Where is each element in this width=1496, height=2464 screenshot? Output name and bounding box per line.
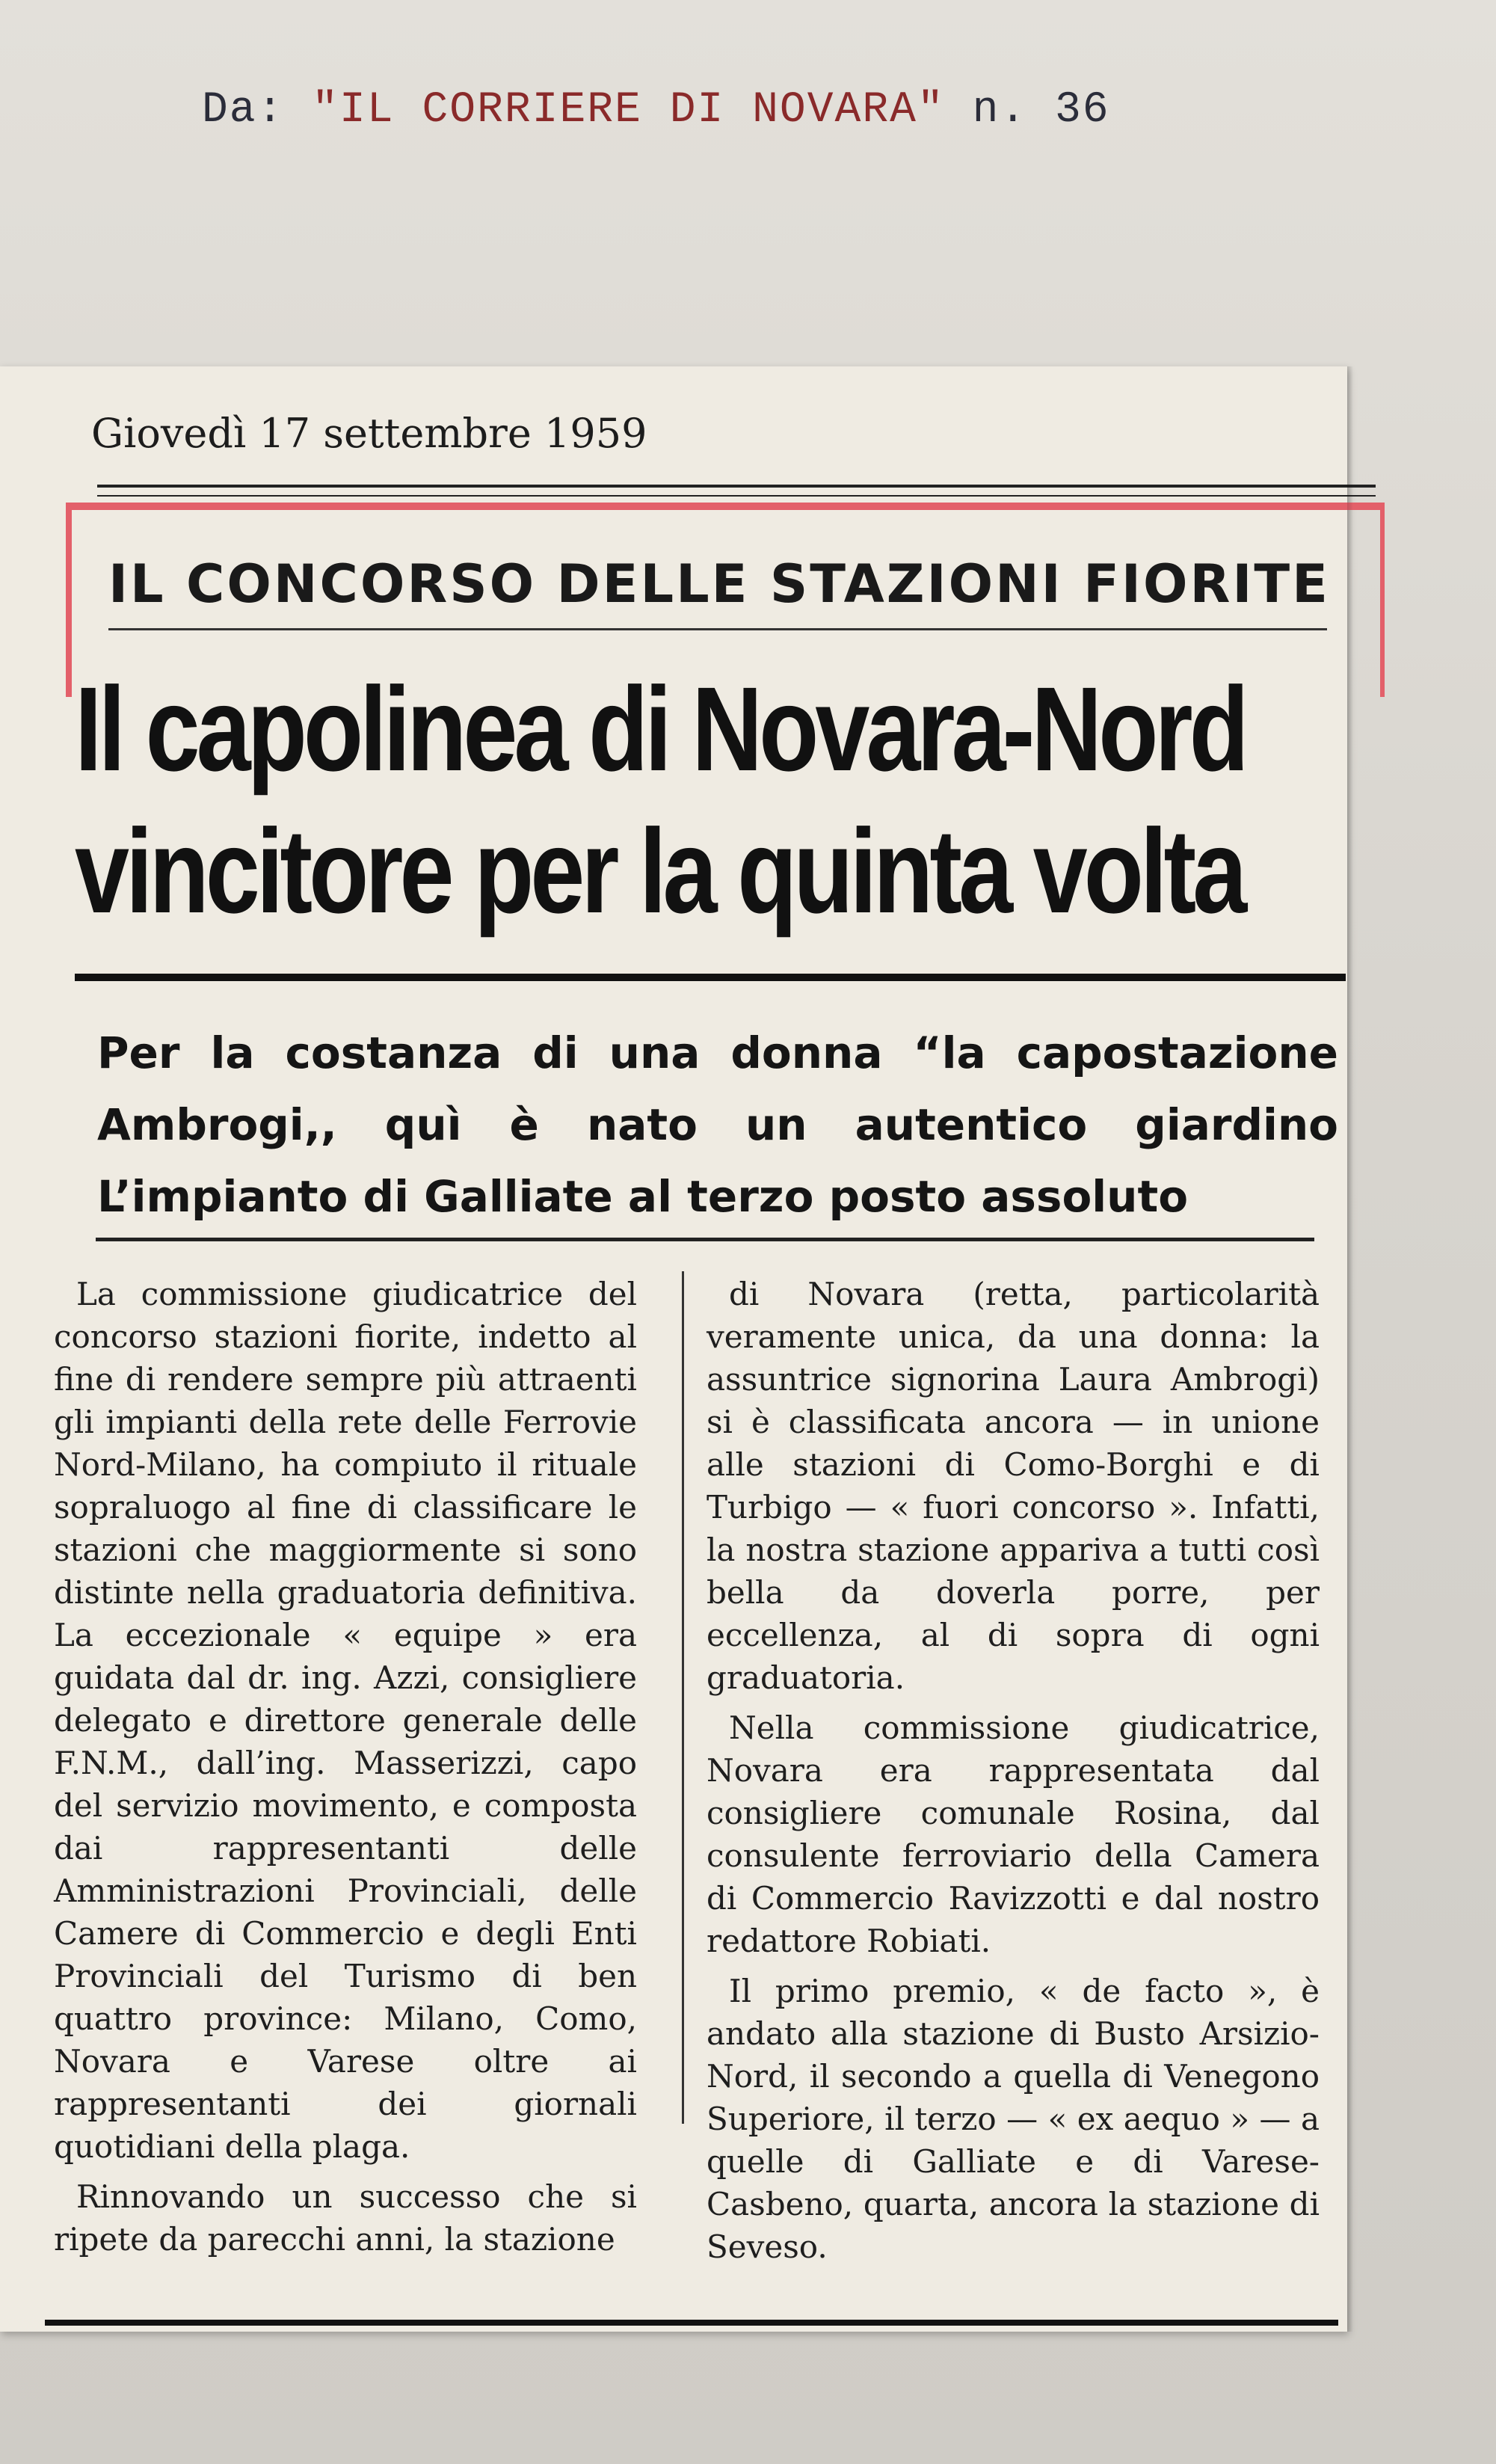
- column-divider: [682, 1271, 684, 2124]
- left-paragraph-2: Rinnovando un successo che si ripete da parecchi anni, la stazione: [54, 2178, 637, 2258]
- headline-line-2: vincitore per la quinta volta: [75, 804, 1244, 938]
- top-double-rule: [97, 485, 1376, 497]
- subheadline-rule: [96, 1238, 1314, 1241]
- newspaper-clipping: [0, 366, 1347, 2332]
- article-headline: [75, 658, 1246, 942]
- source-issue: n. 36: [972, 86, 1110, 135]
- article-column-left: [54, 1273, 637, 2268]
- headline-rule: [75, 974, 1346, 981]
- article-column-right: [707, 1273, 1320, 2276]
- source-annotation: [202, 86, 1110, 135]
- headline-line-1: Il capolinea di Novara-Nord: [75, 662, 1246, 796]
- clipping-shadow-edge: [1347, 366, 1353, 2332]
- kicker-rule: [108, 628, 1327, 630]
- article-subheadline: Per la costanza di una donna “la capostazione Ambrogi,, quì è nato un autentico giardino L’impianto di Galliate al terzo posto assoluto: [97, 1027, 1338, 1222]
- article-kicker: IL CONCORSO DELLE STAZIONI FIORITE: [108, 553, 1330, 615]
- bottom-rule: [45, 2320, 1338, 2326]
- right-paragraph-2: Nella commissione giudicatrice, Novara era rappresentata dal consigliere comunale Rosina, dal consulente ferroviario della Camera di Commercio Ravizzotti e dal nostro redattore Robiati.: [707, 1709, 1320, 1959]
- right-paragraph-3: Il primo premio, « de facto », è andato alla stazione di Busto Arsizio-Nord, il secondo a quella di Venegono Superiore, il terzo — « ex aequo » — a quelle di Galliate e di Varese-Casbeno, quarta, ancora la stazione di Seveso.: [707, 1973, 1320, 2265]
- left-paragraph-1: La commissione giudicatrice del concorso stazioni fiorite, indetto al fine di rendere sempre più attraenti gli impianti della rete delle Ferrovie Nord-Milano, ha compiuto il rituale sopraluogo al fine di classificare le stazioni che maggiormente si sono distinte nella graduatoria definitiva. La eccezionale « equipe » era guidata dal dr. ing. Azzi, consigliere delegato e direttore generale delle F.N.M., dall’ing. Masserizzi, capo del servizio movimento, e composta dai rappresentanti delle Amministrazioni Provinciali, delle Camere di Commercio e degli Enti Provinciali del Turismo di ben quattro province: Milano, Como, Novara e Varese oltre ai rappresentanti dei giornali quotidiani della plaga.: [54, 1276, 637, 2165]
- source-newspaper: "IL CORRIERE DI NOVARA": [312, 86, 945, 135]
- right-paragraph-1: di Novara (retta, particolarità veramente unica, da una donna: la assuntrice signorina Laura Ambrogi) si è classificata ancora — in unione alle stazioni di Como-Borghi e di Turbigo — « fuori concorso ». Infatti, la nostra stazione appariva a tutti così bella da doverla porre, per eccellenza, al di sopra di ogni graduatoria.: [707, 1276, 1320, 1696]
- source-prefix: Da:: [202, 86, 285, 135]
- article-date: Giovedì 17 settembre 1959: [91, 410, 647, 457]
